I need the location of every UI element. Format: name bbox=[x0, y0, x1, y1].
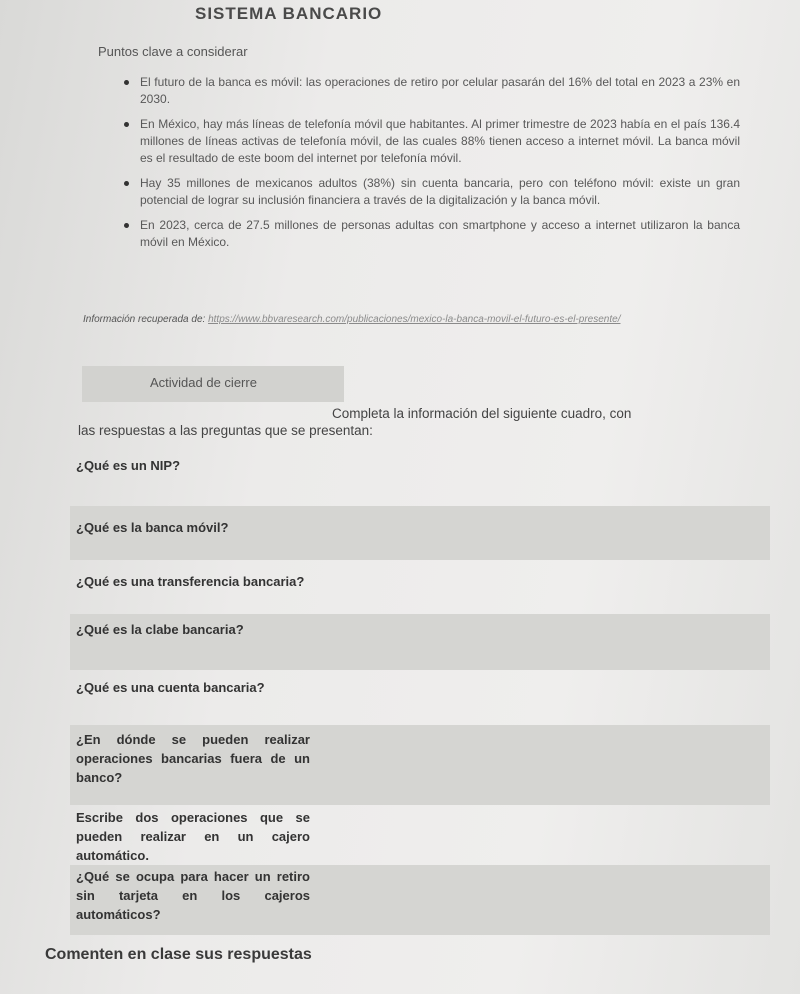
question-cell: ¿Qué es un NIP? bbox=[76, 458, 181, 473]
instruction-line-1: Completa la información del siguiente cuadro, con bbox=[332, 406, 632, 421]
key-points-list bbox=[120, 74, 740, 259]
instruction-line-2: las respuestas a las preguntas que se presentan: bbox=[78, 423, 373, 438]
table-row bbox=[70, 670, 770, 725]
table-row bbox=[70, 614, 770, 670]
question-cell: ¿Qué se ocupa para hacer un retiro sin tarjeta en los cajeros automáticos? bbox=[76, 869, 310, 922]
question-cell: ¿Qué es una cuenta bancaria? bbox=[76, 680, 265, 695]
activity-instruction bbox=[78, 405, 778, 439]
key-point-item: Hay 35 millones de mexicanos adultos (38%) sin cuenta bancaria, pero con teléfono móvil: existe un gran potencial de lograr su inclusión financiera a través de la digitalización y la banca móvil. bbox=[120, 175, 740, 209]
question-cell: ¿Qué es la banca móvil? bbox=[76, 520, 229, 535]
question-cell: Escribe dos operaciones que se pueden realizar en un cajero automático. bbox=[76, 810, 310, 863]
key-point-item: El futuro de la banca es móvil: las operaciones de retiro por celular pasarán del 16% del total en 2023 a 23% en 2030. bbox=[120, 74, 740, 108]
activity-label: Actividad de cierre bbox=[82, 366, 344, 402]
question-cell: ¿Qué es una transferencia bancaria? bbox=[76, 574, 305, 589]
source-link[interactable]: https://www.bbvaresearch.com/publicaciones/mexico-la-banca-movil-el-futuro-es-el-presente/ bbox=[208, 314, 621, 325]
table-row bbox=[70, 865, 770, 935]
key-point-item: En México, hay más líneas de telefonía móvil que habitantes. Al primer trimestre de 2023 había en el país 136.4 millones de líneas activas de telefonía móvil, de las cuales 88% tienen acceso a internet móvil. La banca móvil es el resultado de este boom del internet por telefonía móvil. bbox=[120, 116, 740, 167]
question-cell: ¿En dónde se pueden realizar operaciones bancarias fuera de un banco? bbox=[76, 732, 310, 785]
key-points-heading: Puntos clave a considerar bbox=[98, 44, 248, 59]
table-row bbox=[70, 506, 770, 560]
table-row bbox=[70, 560, 770, 614]
question-cell: ¿Qué es la clabe bancaria? bbox=[76, 622, 244, 637]
table-row bbox=[70, 450, 770, 506]
key-point-item: En 2023, cerca de 27.5 millones de personas adultas con smartphone y acceso a internet utilizaron la banca móvil en México. bbox=[120, 217, 740, 251]
closing-instruction: Comenten en clase sus respuestas bbox=[45, 946, 312, 963]
source-citation bbox=[83, 313, 773, 327]
questions-table bbox=[70, 450, 782, 935]
page-title: SISTEMA BANCARIO bbox=[195, 4, 383, 23]
table-row bbox=[70, 725, 770, 805]
table-row bbox=[70, 805, 770, 865]
source-label: Información recuperada de: bbox=[83, 314, 206, 325]
